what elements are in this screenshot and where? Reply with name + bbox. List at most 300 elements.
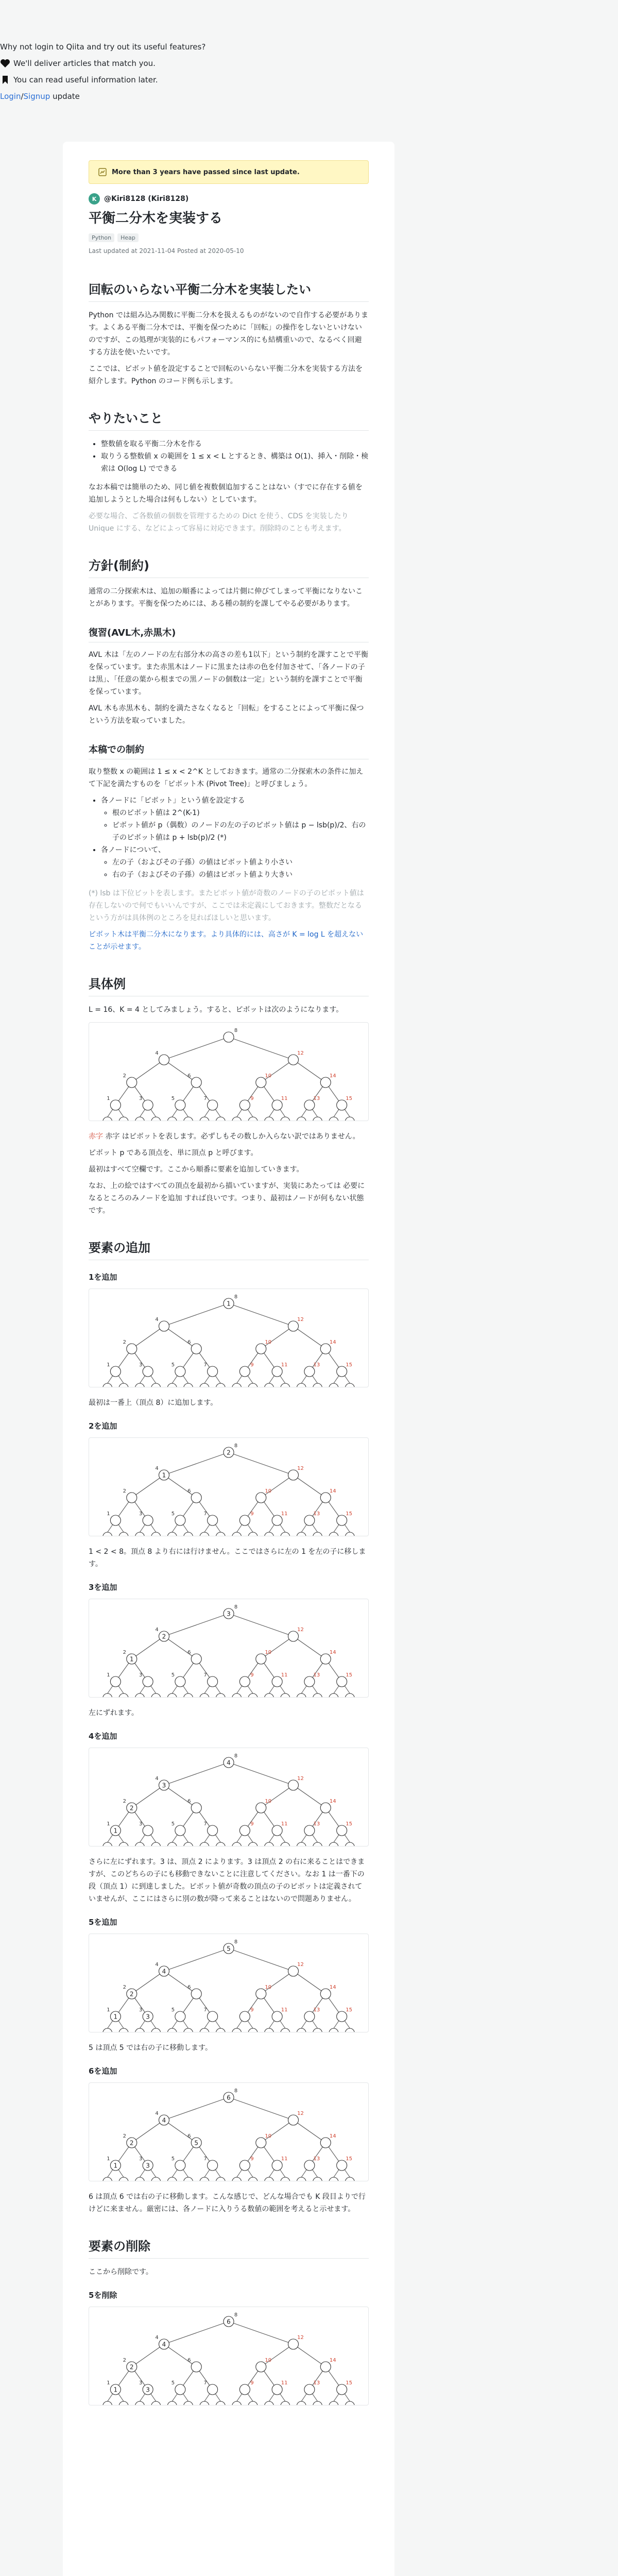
- tree-leaf: [135, 1842, 144, 1846]
- tree-node: [272, 2384, 282, 2395]
- tree-leaf: [345, 2177, 354, 2181]
- tree-node: [272, 1676, 282, 1687]
- pivot-label: 4: [155, 1962, 159, 1968]
- tree-node: [288, 1321, 299, 1331]
- tree-leaf: [135, 1532, 144, 1536]
- article-dates: Last updated at 2021-11-04 Posted at 2020-05-10: [89, 247, 244, 255]
- goals-p1: なお本稿では簡単のため、同じ値を複数個追加することはない（すでに存在する値を追加しようとした場合は何もしない）としています。: [89, 483, 363, 504]
- tree-edge: [294, 1060, 326, 1082]
- example-p2: 赤字 赤字 はピボットを表します。必ずしもその数しか入らない訳ではありません。: [89, 1132, 360, 1141]
- tree-svg: [89, 1599, 368, 1697]
- pivot-label: 12: [297, 1050, 304, 1056]
- constraint-list: [89, 794, 369, 881]
- pivot-label: 7: [203, 1821, 207, 1827]
- pivot-label: 11: [281, 1821, 288, 1827]
- tree-leaf: [264, 1383, 273, 1387]
- tree-leaf: [167, 1532, 177, 1536]
- tree-edge: [132, 1971, 164, 1994]
- pivot-label: 4: [155, 1776, 159, 1782]
- insert-3-heading: 3を追加: [89, 1583, 117, 1592]
- tree-node: [272, 1366, 282, 1377]
- tag-heap[interactable]: Heap: [117, 233, 139, 242]
- tree-leaf: [329, 1532, 338, 1536]
- tree-leaf: [248, 1842, 258, 1846]
- pivot-label: 11: [281, 1511, 288, 1517]
- pivot-label: 8: [234, 1294, 238, 1300]
- pivot-label: 12: [297, 2335, 304, 2341]
- node-value: 6: [227, 2094, 231, 2102]
- pivot-label: 9: [250, 2380, 254, 2386]
- pivot-label: 2: [123, 2133, 126, 2139]
- heading-example: 具体例: [89, 974, 369, 996]
- pivot-label: 13: [313, 2380, 320, 2386]
- login-link[interactable]: Login: [0, 92, 21, 101]
- tree-node: [224, 1032, 234, 1042]
- tree-leaf: [151, 2177, 161, 2181]
- tree-edge: [229, 1452, 294, 1475]
- tree-figure-insert-6: [89, 2082, 369, 2181]
- tree-leaf: [281, 1842, 290, 1846]
- tree-node: [208, 2384, 218, 2395]
- pivot-label: 5: [171, 1096, 175, 1101]
- node-value: 2: [227, 1449, 231, 1456]
- tree-leaf: [297, 2177, 306, 2181]
- tree-node: [208, 2160, 218, 2171]
- node-value: 3: [146, 2162, 150, 2170]
- heading-goals: やりたいこと: [89, 408, 369, 431]
- tree-leaf: [119, 1532, 128, 1536]
- pivot-label: 6: [187, 1073, 191, 1079]
- article-title: 平衡二分木を実装する: [89, 211, 223, 226]
- pivot-tree-figure: [89, 1022, 369, 1121]
- tree-edge: [164, 2321, 229, 2344]
- author-row[interactable]: [89, 193, 369, 205]
- pivot-label: 15: [346, 2380, 352, 2386]
- pivot-label: 1: [107, 2007, 110, 2013]
- tree-node: [256, 2138, 266, 2148]
- pivot-label: 14: [329, 1488, 336, 1494]
- tree-leaf: [248, 2028, 258, 2032]
- pivot-label: 1: [107, 1362, 110, 1368]
- pivot-label: 11: [281, 1096, 288, 1101]
- tree-figure-insert-4: [89, 1748, 369, 1846]
- tree-node: [337, 1515, 347, 1526]
- pivot-label: 13: [313, 1672, 320, 1678]
- pivot-label: 9: [250, 1362, 254, 1368]
- tree-edge: [164, 1636, 197, 1659]
- node-value: 2: [129, 2139, 134, 2147]
- tree-node: [256, 1493, 266, 1503]
- tree-edge: [294, 1636, 326, 1659]
- tree-leaf: [313, 1117, 322, 1121]
- tree-leaf: [264, 1693, 273, 1697]
- tree-leaf: [216, 1383, 225, 1387]
- tree-leaf: [232, 2177, 242, 2181]
- tree-edge: [229, 1303, 294, 1326]
- tree-edge: [261, 1060, 294, 1082]
- tree-leaf: [297, 1842, 306, 1846]
- tree-figure-insert-3: [89, 1599, 369, 1698]
- node-value: 1: [113, 2386, 118, 2394]
- tree-node: [239, 2384, 250, 2395]
- tree-edge: [294, 1971, 326, 1994]
- tree-leaf: [345, 1532, 354, 1536]
- tree-leaf: [329, 2401, 338, 2405]
- pivot-label: 7: [203, 2007, 207, 2013]
- tree-node: [175, 1676, 185, 1687]
- banner-row-2: [0, 74, 618, 86]
- tree-node: [272, 1825, 282, 1836]
- pivot-label: 10: [265, 2133, 272, 2139]
- tree-leaf: [313, 1383, 322, 1387]
- pivot-label: 7: [203, 1511, 207, 1517]
- tree-node: [208, 2011, 218, 2022]
- pivot-label: 14: [329, 1073, 336, 1079]
- tree-leaf: [119, 2028, 128, 2032]
- tree-node: [304, 1366, 315, 1377]
- pivot-label: 8: [234, 1604, 238, 1610]
- tree-edge: [229, 2097, 294, 2120]
- list-item: ◦ 右の子（およびその子孫）の値はピボット値より大きい: [112, 869, 369, 881]
- pivot-label: 14: [329, 2133, 336, 2139]
- tree-leaf: [200, 1693, 209, 1697]
- tree-leaf: [248, 2177, 258, 2181]
- list-item: ◦ 根のピボット値は 2^(K-1): [112, 807, 369, 819]
- tree-leaf: [167, 2028, 177, 2032]
- pivot-label: 12: [297, 1317, 304, 1323]
- node-value: 1: [227, 1300, 231, 1308]
- tree-leaf: [345, 1693, 354, 1697]
- tree-node: [239, 2011, 250, 2022]
- pivot-label: 4: [155, 1050, 159, 1056]
- pivot-label: 5: [171, 2007, 175, 2013]
- tree-edge: [164, 1060, 197, 1082]
- tree-edge: [261, 1475, 294, 1498]
- tree-node: [159, 1321, 169, 1331]
- node-value: 4: [162, 2116, 166, 2124]
- tree-edge: [261, 1636, 294, 1659]
- pivot-label: 10: [265, 1985, 272, 1990]
- tree-node: [143, 1676, 153, 1687]
- tree-node: [208, 1515, 218, 1526]
- tree-edge: [164, 1452, 229, 1475]
- tree-leaf: [216, 1532, 225, 1536]
- author-avatar[interactable]: K: [89, 193, 100, 205]
- node-value: 1: [113, 2013, 118, 2021]
- tree-leaf: [216, 1842, 225, 1846]
- pivot-label: 8: [234, 1443, 238, 1449]
- list-item: • 各ノードに「ピボット」という値を設定する: [101, 794, 369, 807]
- tree-leaf: [151, 2401, 161, 2405]
- tree-leaf: [281, 1693, 290, 1697]
- tree-leaf: [313, 1693, 322, 1697]
- example-p5: なお、上の絵ではすべての頂点を最初から描いていますが、実装にあたっては 必要になるところのみノードを追加 すれば良いです。つまり、最初はノードが何もない状態です。: [89, 1182, 365, 1215]
- banner-links: [0, 91, 618, 102]
- pivot-label: 11: [281, 1362, 288, 1368]
- pivot-label: 14: [329, 1799, 336, 1804]
- pivot-label: 6: [187, 1799, 191, 1804]
- pivot-label: 13: [313, 1096, 320, 1101]
- tree-svg: [89, 1438, 368, 1536]
- tree-leaf: [264, 1842, 273, 1846]
- tree-leaf: [313, 2177, 322, 2181]
- pivot-label: 9: [250, 1511, 254, 1517]
- tree-leaf: [232, 1383, 242, 1387]
- tree-node: [304, 2011, 315, 2022]
- review-p1: AVL 木は「左のノードの左右部分木の高さの差も1以下」という制約を課すことで平衡を保っています。また赤黒木はノードに黒または赤の色を付加させて、「各ノードの子は黒」、「任意の葉から根までの黒ノードの個数は一定」という制約を課すことで平衡を保っています。: [89, 651, 368, 696]
- constraint-note: (*) lsb は下位ビットを表します。またピボット値が奇数のノードの子のピボット値は存在しないので何でもいいんですが、ここでは未定義にしておきます。整数だとなるという方がは具体例のところを見ればほしいと思います。: [89, 889, 364, 922]
- tree-node: [191, 1493, 201, 1503]
- pivot-label: 8: [234, 1028, 238, 1033]
- tree-leaf: [329, 2028, 338, 2032]
- example-p4: 最初はすべて空欄です。ここから順番に要素を追加していきます。: [89, 1165, 304, 1174]
- tree-leaf: [313, 1532, 322, 1536]
- pivot-label: 9: [250, 2156, 254, 2162]
- tree-leaf: [103, 1383, 112, 1387]
- tree-node: [256, 1803, 266, 1813]
- tree-leaf: [216, 1693, 225, 1697]
- tree-leaf: [184, 1383, 193, 1387]
- tree-node: [320, 2138, 331, 2148]
- tree-leaf: [281, 2401, 290, 2405]
- tree-node: [288, 1055, 299, 1065]
- constraint-p3: ピボット木は平衡二分木になります。より具体的には、高さが K = log L を超えないことが示せます。: [89, 930, 364, 951]
- notice-text: More than 3 years have passed since last update.: [112, 168, 300, 176]
- tree-node: [288, 1631, 299, 1641]
- tree-edge: [229, 1614, 294, 1636]
- pivot-label: 9: [250, 1096, 254, 1101]
- pivot-label: 15: [346, 1096, 352, 1101]
- tree-node: [191, 1654, 201, 1664]
- tree-edge: [229, 1948, 294, 1971]
- tree-node: [127, 1344, 137, 1354]
- goals-p2: 必要な場合、ご各数値の個数を管理するための Dict を使う、CDS を実装したり Unique にする、などによって容易に対応できます。削除時のことも考えます。: [89, 512, 349, 533]
- pivot-label: 10: [265, 1073, 272, 1079]
- pivot-label: 14: [329, 1985, 336, 1990]
- link-separator: /: [21, 92, 24, 101]
- tree-svg: [89, 1748, 368, 1846]
- tree-node: [304, 1676, 315, 1687]
- pivot-label: 6: [187, 1650, 191, 1655]
- tree-node: [208, 1366, 218, 1377]
- pivot-label: 7: [203, 1096, 207, 1101]
- tree-leaf: [135, 1117, 144, 1121]
- tree-node: [127, 1493, 137, 1503]
- pivot-label: 2: [123, 1073, 126, 1079]
- policy-p1: 通常の二分探索木は、追加の順番によっては片側に伸びてしまって平衡になりないことがあります。平衡を保つためには、ある種の制約を課してやる必要があります。: [89, 587, 363, 608]
- pivot-label: 13: [313, 2156, 320, 2162]
- list-item: • 各ノードについて、: [101, 844, 369, 856]
- tree-leaf: [281, 1117, 290, 1121]
- tree-leaf: [232, 1117, 242, 1121]
- pivot-label: 12: [297, 1466, 304, 1471]
- pivot-label: 1: [107, 2156, 110, 2162]
- signup-link[interactable]: Signup: [23, 92, 50, 101]
- tree-leaf: [232, 1842, 242, 1846]
- article-card: [63, 142, 394, 2576]
- tree-edge: [132, 1785, 164, 1808]
- tree-node: [239, 1515, 250, 1526]
- tree-edge: [132, 2120, 164, 2143]
- pivot-label: 4: [155, 2111, 159, 2116]
- pivot-label: 1: [107, 1096, 110, 1101]
- tree-leaf: [151, 2028, 161, 2032]
- pivot-label: 12: [297, 1962, 304, 1968]
- tree-node: [127, 1077, 137, 1088]
- tree-leaf: [184, 1693, 193, 1697]
- pivot-label: 6: [187, 1340, 191, 1345]
- review-p2: AVL 木も赤黒木も、制約を満たさなくなると「回転」をすることによって平衡に保つという方法を取っていました。: [89, 704, 364, 725]
- tree-svg: [89, 2083, 368, 2181]
- example-p1: L = 16、K = 4 としてみましょう。すると、ピボットは次のようになります。: [89, 1006, 344, 1014]
- pivot-label: 10: [265, 2358, 272, 2363]
- pivot-label: 15: [346, 1672, 352, 1678]
- tree-leaf: [248, 1117, 258, 1121]
- tree-node: [175, 2011, 185, 2022]
- tree-edge: [132, 1636, 164, 1659]
- author-name[interactable]: @Kiri8128 (Kiri8128): [104, 195, 189, 203]
- tree-edge: [294, 2120, 326, 2143]
- pivot-label: 6: [187, 2133, 191, 2139]
- heading-constraint: 本稿での制約: [89, 742, 369, 759]
- tree-leaf: [345, 1842, 354, 1846]
- heading-insert: 要素の追加: [89, 1238, 369, 1260]
- tree-node: [208, 1100, 218, 1110]
- pivot-label: 14: [329, 1340, 336, 1345]
- insert-4-text: さらに左にずれます。3 は、頂点 2 によります。3 は頂点 2 の右に来ることはできますが、このどちらの子にも移動できないことに注意してください。なお 1 は一番下の段（頂点 1）に到達しました。ピボット値が奇数の頂点の子のピボットは定義されていませんが、ここにはさらに別の数が降って来ることはないので問題ありません。: [89, 1858, 365, 1903]
- tree-node: [337, 1676, 347, 1687]
- tree-node: [304, 1825, 315, 1836]
- tree-leaf: [345, 1383, 354, 1387]
- tree-node: [175, 1366, 185, 1377]
- tree-leaf: [167, 2177, 177, 2181]
- tree-leaf: [248, 1532, 258, 1536]
- tree-leaf: [329, 1842, 338, 1846]
- tree-leaf: [184, 1532, 193, 1536]
- heading-delete: 要素の削除: [89, 2236, 369, 2259]
- tree-node: [191, 1803, 201, 1813]
- tree-node: [320, 1654, 331, 1664]
- tree-node: [239, 1366, 250, 1377]
- tree-leaf: [281, 2177, 290, 2181]
- tree-leaf: [281, 2028, 290, 2032]
- tree-leaf: [297, 1693, 306, 1697]
- tree-leaf: [200, 1383, 209, 1387]
- pivot-label: 15: [346, 1821, 352, 1827]
- pivot-label: 3: [139, 2156, 143, 2162]
- tree-leaf: [297, 1117, 306, 1121]
- tree-node: [256, 1989, 266, 1999]
- tree-leaf: [264, 1117, 273, 1121]
- tree-node: [320, 1989, 331, 1999]
- pivot-label: 15: [346, 1511, 352, 1517]
- example-p3: ピボット p である頂点を、単に頂点 p と呼びます。: [89, 1149, 258, 1157]
- node-value: 3: [146, 2013, 150, 2021]
- tree-leaf: [119, 2401, 128, 2405]
- pivot-label: 7: [203, 1672, 207, 1678]
- tree-figure-insert-5: [89, 1934, 369, 2032]
- node-value: 3: [162, 1782, 166, 1789]
- tree-edge: [164, 1303, 229, 1326]
- pivot-label: 4: [155, 2335, 159, 2341]
- node-value: 1: [113, 1827, 118, 1835]
- tree-edge: [261, 1971, 294, 1994]
- insert-6-heading: 6を追加: [89, 2066, 117, 2076]
- tree-leaf: [297, 1532, 306, 1536]
- tag-list: [89, 233, 369, 242]
- pivot-label: 1: [107, 1821, 110, 1827]
- tree-leaf: [103, 1842, 112, 1846]
- tree-node: [320, 2362, 331, 2372]
- pivot-label: 4: [155, 1627, 159, 1633]
- tree-node: [110, 1366, 121, 1377]
- pivot-label: 10: [265, 1340, 272, 1345]
- tree-leaf: [119, 2177, 128, 2181]
- node-value: 3: [146, 2386, 150, 2394]
- tree-node: [208, 1825, 218, 1836]
- pivot-label: 12: [297, 2111, 304, 2116]
- tree-leaf: [103, 2401, 112, 2405]
- node-value: 5: [227, 1945, 231, 1953]
- pivot-label: 1: [107, 2380, 110, 2386]
- pivot-label: 2: [123, 1340, 126, 1345]
- tree-leaf: [103, 1117, 112, 1121]
- list-item: • 取りうる整数値 x の範囲を 1 ≤ x < L とするとき、構築は O(1)、挿入・削除・検索は O(log L) でできる: [101, 450, 369, 475]
- tree-leaf: [151, 1532, 161, 1536]
- node-value: 2: [162, 1633, 166, 1640]
- tree-node: [304, 1100, 315, 1110]
- tree-node: [288, 1966, 299, 1976]
- banner-row-1: [0, 58, 618, 69]
- tree-leaf: [167, 1117, 177, 1121]
- pivot-label: 5: [171, 2156, 175, 2162]
- tree-node: [191, 1344, 201, 1354]
- node-value: 1: [129, 1655, 134, 1663]
- tree-node: [175, 1100, 185, 1110]
- tree-node: [256, 1344, 266, 1354]
- tree-leaf: [216, 2401, 225, 2405]
- tree-edge: [294, 1475, 326, 1498]
- tree-node: [208, 1676, 218, 1687]
- pivot-label: 2: [123, 1799, 126, 1804]
- tree-node: [272, 2160, 282, 2171]
- tree-edge: [261, 2120, 294, 2143]
- tree-leaf: [248, 1693, 258, 1697]
- list-item: ◦ 左の子（およびその子孫）の値はピボット値より小さい: [112, 856, 369, 869]
- pivot-label: 13: [313, 1362, 320, 1368]
- pivot-label: 6: [187, 1488, 191, 1494]
- tree-edge: [132, 2344, 164, 2367]
- tree-node: [239, 1100, 250, 1110]
- tree-leaf: [200, 1842, 209, 1846]
- tree-edge: [164, 1762, 229, 1785]
- tree-edge: [164, 1614, 229, 1636]
- pivot-label: 10: [265, 1488, 272, 1494]
- constraint-p1: 取り整数 x の範囲は 1 ≤ x < 2^K としておきます。通常の二分探索木の条件に加えて下記を満たすものを「ピボット木 (Pivot Tree)」と呼びましょう。: [89, 768, 364, 788]
- pivot-label: 3: [139, 1096, 143, 1101]
- tree-leaf: [281, 1532, 290, 1536]
- tree-node: [288, 1780, 299, 1790]
- tree-leaf: [329, 1117, 338, 1121]
- tree-leaf: [151, 1383, 161, 1387]
- tree-figure-insert-2: [89, 1437, 369, 1536]
- tree-leaf: [184, 1842, 193, 1846]
- tree-leaf: [232, 1693, 242, 1697]
- tag-python[interactable]: Python: [89, 233, 114, 242]
- tree-node: [272, 1515, 282, 1526]
- pivot-label: 5: [171, 1821, 175, 1827]
- pivot-label: 3: [139, 1821, 143, 1827]
